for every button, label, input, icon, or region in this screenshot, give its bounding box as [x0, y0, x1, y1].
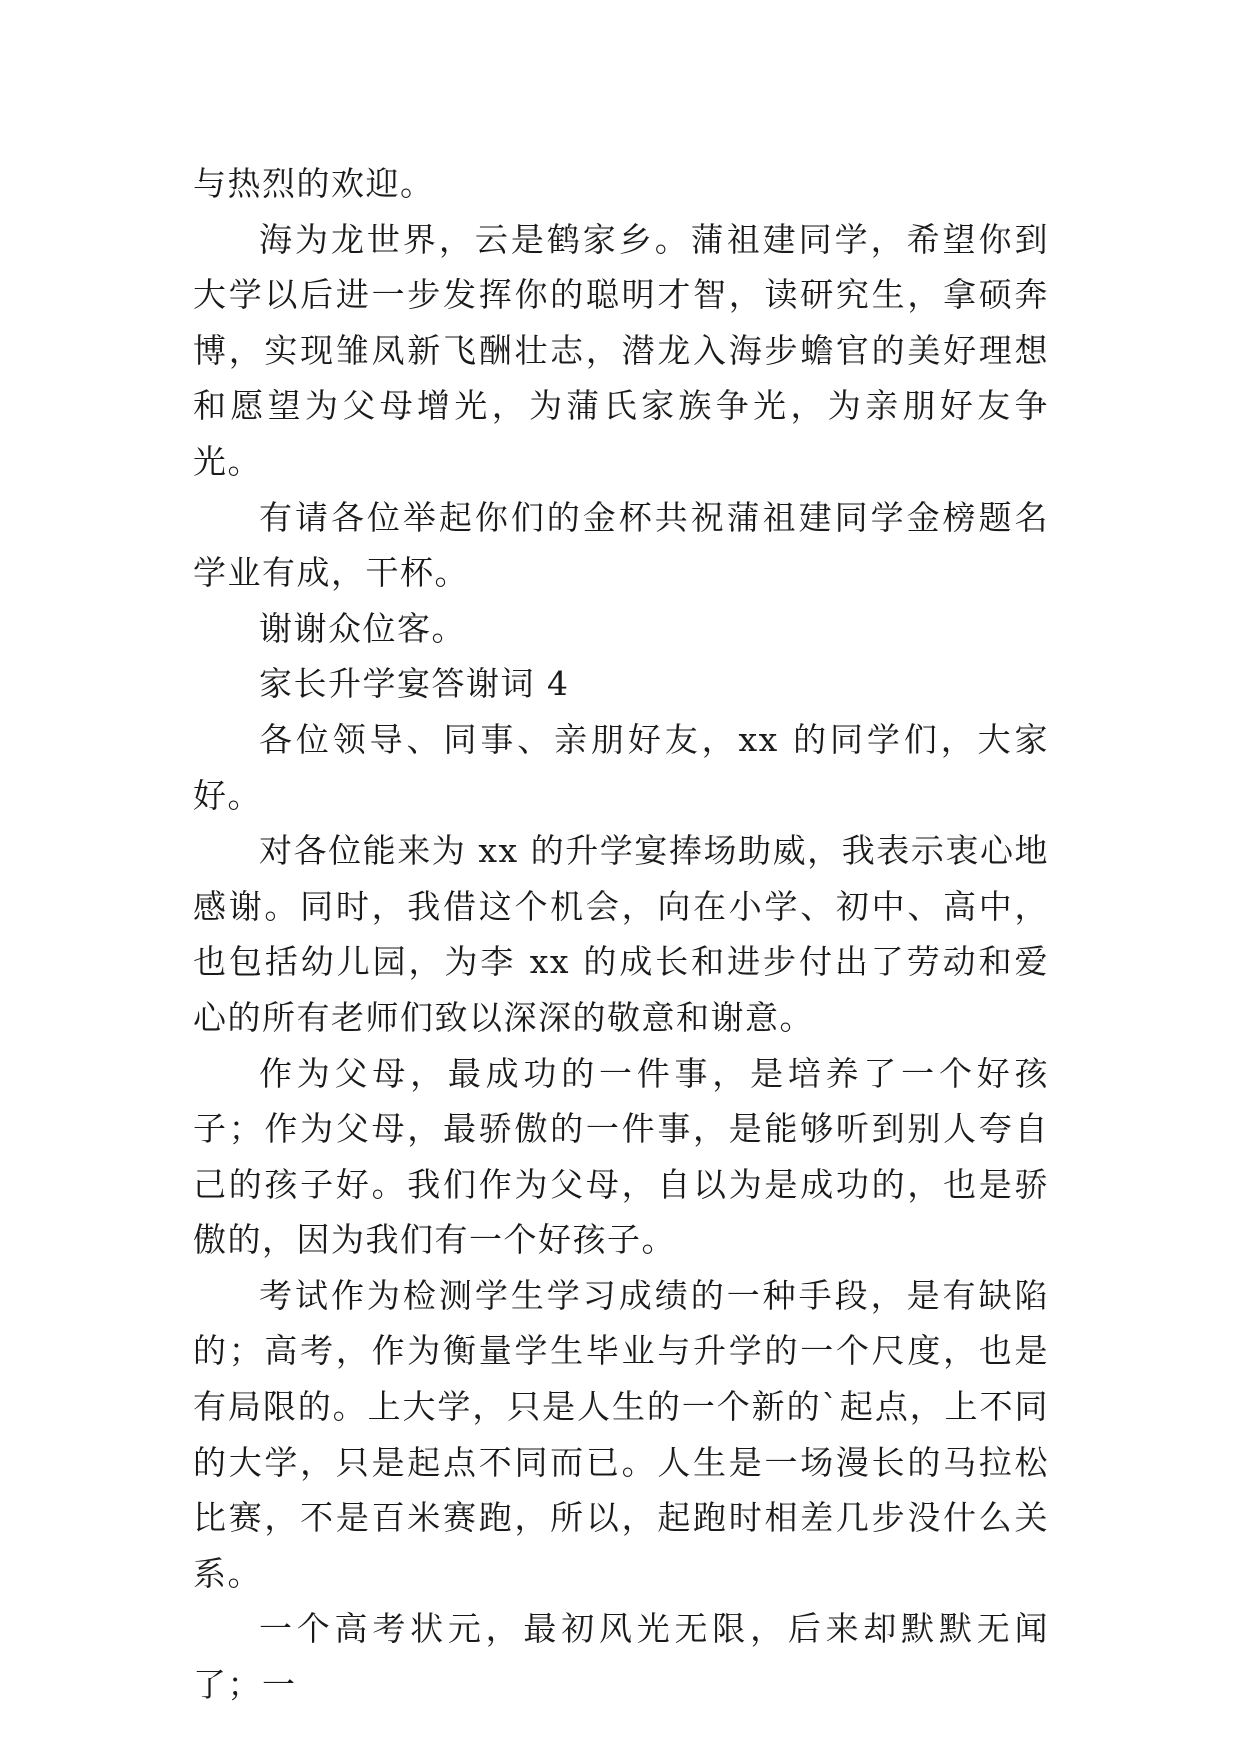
paragraph-6: 各位领导、同事、亲朋好友，xx 的同学们，大家好。 [193, 719, 1049, 815]
section-heading: 家长升学宴答谢词 4 [259, 664, 570, 704]
paragraph-1: 与热烈的欢迎。 [193, 164, 435, 203]
paragraph-3: 有请各位举起你们的金杯共祝蒲祖建同学金榜题名学业有成，干杯。 [193, 497, 1049, 593]
paragraph-7: 对各位能来为 xx 的升学宴捧场助威，我表示衷心地感谢。同时，我借这个机会，向在小学、初中、高中，也包括幼儿园，为李 xx 的成长和进步付出了劳动和爱心的所有老师们致以深深的敬意和谢意。 [193, 831, 1049, 1037]
paragraph-9: 考试作为检测学生学习成绩的一种手段，是有缺陷的；高考，作为衡量学生毕业与升学的一个尺度，也是有局限的。上大学，只是人生的一个新的`起点，上不同的大学，只是起点不同而已。人生是一场漫长的马拉松比赛，不是百米赛跑，所以，起跑时相差几步没什么关系。 [193, 1275, 1049, 1593]
paragraph-4: 谢谢众位客。 [259, 608, 466, 648]
paragraph-10: 一个高考状元，最初风光无限，后来却默默无闻了；一 [193, 1609, 1049, 1705]
paragraph-8: 作为父母，最成功的一件事，是培养了一个好孩子；作为父母，最骄傲的一件事，是能够听到别人夸自己的孩子好。我们作为父母，自以为是成功的，也是骄傲的，因为我们有一个好孩子。 [193, 1053, 1049, 1260]
paragraph-2: 海为龙世界，云是鹤家乡。蒲祖建同学，希望你到大学以后进一步发挥你的聪明才智，读研究生，拿硕奔博，实现雏凤新飞酬壮志，潜龙入海步蟾官的美好理想和愿望为父母增光，为蒲氏家族争光，为亲朋好友争光。 [193, 219, 1049, 481]
document-body [193, 156, 1049, 1713]
